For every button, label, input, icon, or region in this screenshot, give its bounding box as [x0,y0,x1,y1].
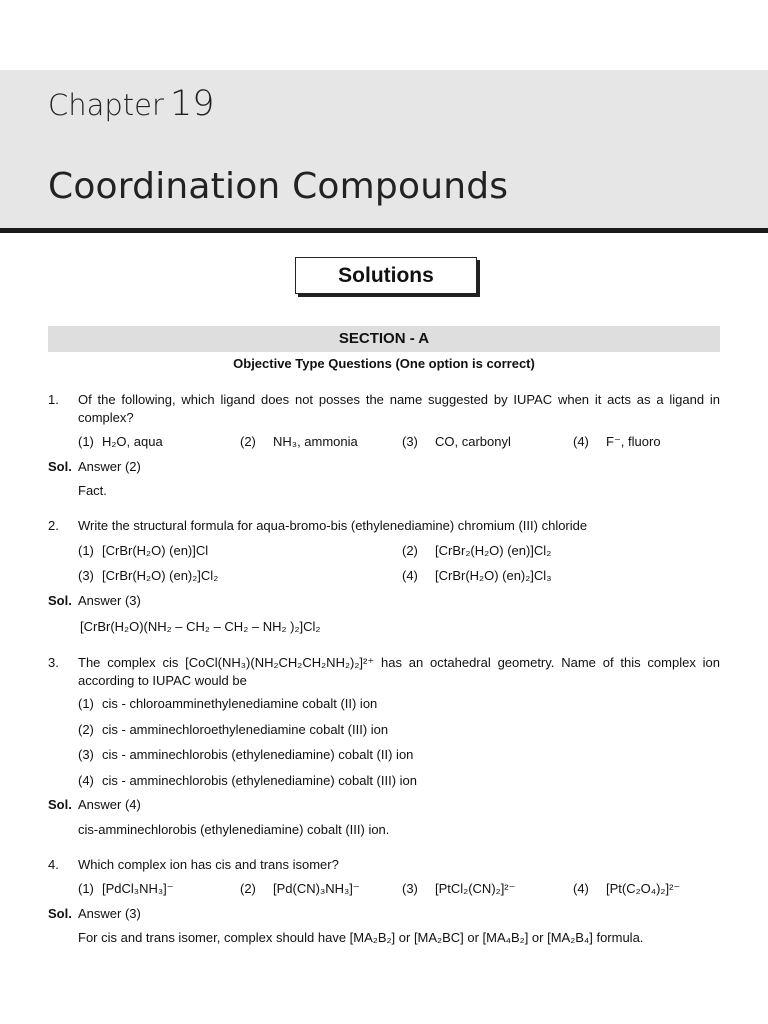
option-number: (1) [78,434,94,449]
question-number: 4. [48,857,59,872]
option-number: (3) [78,568,94,583]
chapter-number: 19 [169,84,215,124]
question-text: Of the following, which ligand does not posses the name suggested by IUPAC when it acts as a ligand in complex? [78,392,720,425]
option-text: NH₃, ammonia [273,434,358,449]
option-number: (1) [78,543,94,558]
answer: Answer (3) [78,593,141,608]
option-number: (1) [78,696,94,711]
solution-label: Sol. [48,593,72,608]
question-text: Write the structural formula for aqua-bromo-bis (ethylenediamine) chromium (III) chloride [78,518,588,533]
option-text: CO, carbonyl [435,434,511,449]
option-number: (3) [402,881,418,896]
option-text: [PtCl₂(CN)₂]²⁻ [435,881,516,896]
option-number: (2) [402,543,418,558]
explanation: cis-amminechlorobis (ethylenediamine) cobalt (III) ion. [78,822,390,837]
option-text: [CrBr(H₂O) (en)₂]Cl₃ [435,568,552,583]
solution-label: Sol. [48,906,72,921]
option-number: (3) [78,747,94,762]
structural-formula: [CrBr(H₂O)(NH₂ – CH₂ – CH₂ – NH₂ )₂]Cl₂ [80,619,321,634]
question-text: Which complex ion has cis and trans isomer? [78,857,339,872]
solution-label: Sol. [48,459,72,474]
section-title: SECTION - A [48,326,720,352]
option-text: H₂O, aqua [102,434,163,449]
option-number: (3) [402,434,418,449]
option-text: F⁻, fluoro [606,434,661,449]
option-number: (2) [240,881,256,896]
option-number: (2) [240,434,256,449]
explanation: Fact. [78,483,107,498]
option-text: [CrBr₂(H₂O) (en)]Cl₂ [435,543,552,558]
option-text: cis - amminechlorobis (ethylenediamine) cobalt (III) ion [102,773,418,788]
header-divider [0,228,768,233]
question-text: The complex cis [CoCl(NH₃)(NH₂CH₂CH₂NH₂)₂]²⁺ has an octahedral geometry. Name of this complex ion according to IUPAC would be [78,655,720,688]
question-number: 3. [48,655,59,670]
chapter-title: Coordination Compounds [48,166,509,207]
option-number: (4) [78,773,94,788]
question-number: 2. [48,518,59,533]
option-text: [CrBr(H₂O) (en)]Cl [102,543,209,558]
option-number: (4) [573,434,589,449]
question-number: 1. [48,392,59,407]
option-text: [CrBr(H₂O) (en)₂]Cl₂ [102,568,219,583]
answer: Answer (2) [78,459,141,474]
option-number: (1) [78,881,94,896]
option-text: cis - amminechloroethylenediamine cobalt (III) ion [102,722,389,737]
chapter-label: Chapter 19 [48,84,215,124]
section-subtitle: Objective Type Questions (One option is correct) [233,356,535,371]
option-number: (2) [78,722,94,737]
explanation: For cis and trans isomer, complex should have [MA₂B₂] or [MA₂BC] or [MA₄B₂] or [MA₂B₄] formula. [78,930,644,945]
answer: Answer (4) [78,797,141,812]
option-text: [Pt(C₂O₄)₂]²⁻ [606,881,681,896]
answer: Answer (3) [78,906,141,921]
solution-label: Sol. [48,797,72,812]
solutions-heading: Solutions [295,257,477,294]
option-text: cis - amminechlorobis (ethylenediamine) cobalt (II) ion [102,747,414,762]
option-number: (4) [402,568,418,583]
option-text: [Pd(CN)₃NH₃]⁻ [273,881,360,896]
option-text: [PdCl₃NH₃]⁻ [102,881,174,896]
option-number: (4) [573,881,589,896]
option-text: cis - chloroamminethylenediamine cobalt (II) ion [102,696,378,711]
